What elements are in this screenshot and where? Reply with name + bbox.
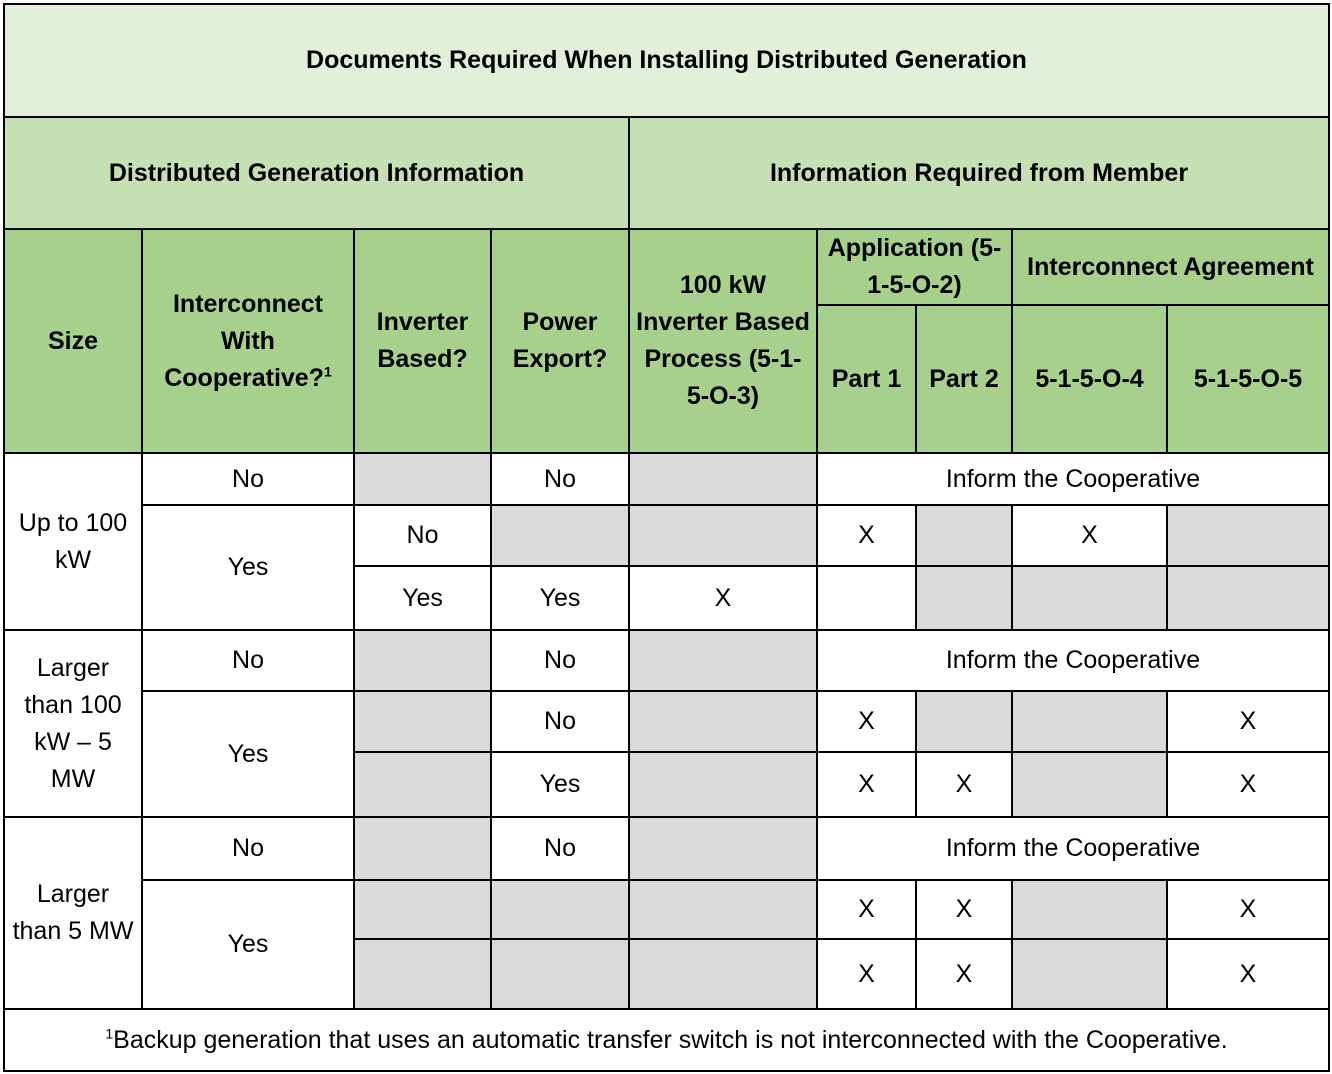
header-part2: Part 2 xyxy=(916,305,1012,453)
process-cell xyxy=(629,752,817,817)
table-title: Documents Required When Installing Distributed Generation xyxy=(4,4,1329,117)
table-row xyxy=(4,817,1329,880)
header-application: Application (5-1-5-O-2) xyxy=(817,229,1012,305)
section-header-member-info: Information Required from Member xyxy=(629,117,1329,229)
footnote-marker: 1 xyxy=(105,1025,114,1042)
interconnect-cell: Yes xyxy=(142,691,354,817)
part2-cell xyxy=(916,566,1012,630)
o5-cell xyxy=(1167,566,1329,630)
inverter-cell xyxy=(354,752,491,817)
inform-cell: Inform the Cooperative xyxy=(817,630,1329,691)
export-cell: No xyxy=(491,817,629,880)
interconnect-cell: No xyxy=(142,453,354,505)
inform-cell: Inform the Cooperative xyxy=(817,453,1329,505)
part1-cell: X xyxy=(817,939,916,1009)
o5-cell: X xyxy=(1167,691,1329,752)
part2-cell: X xyxy=(916,880,1012,939)
part1-cell xyxy=(817,566,916,630)
section-header-dg-info: Distributed Generation Information xyxy=(4,117,629,229)
part1-cell: X xyxy=(817,752,916,817)
footnote-text: Backup generation that uses an automatic transfer switch is not interconnected with the Cooperative. xyxy=(113,1025,1228,1054)
table-row xyxy=(4,630,1329,691)
inverter-cell: Yes xyxy=(354,566,491,630)
process-cell xyxy=(629,505,817,566)
documents-required-table xyxy=(3,3,1330,1072)
size-cell: Larger than 5 MW xyxy=(4,817,142,1009)
header-inverter: Inverter Based? xyxy=(354,229,491,453)
export-cell xyxy=(491,939,629,1009)
part1-cell: X xyxy=(817,505,916,566)
table-row xyxy=(4,691,1329,752)
header-agreement: Interconnect Agreement xyxy=(1012,229,1329,305)
o5-cell xyxy=(1167,505,1329,566)
export-cell: No xyxy=(491,453,629,505)
header-size: Size xyxy=(4,229,142,453)
inform-cell: Inform the Cooperative xyxy=(817,817,1329,880)
process-cell: X xyxy=(629,566,817,630)
part1-cell: X xyxy=(817,880,916,939)
table-row xyxy=(4,505,1329,566)
header-process-100kw: 100 kW Inverter Based Process (5-1-5-O-3) xyxy=(629,229,817,453)
part1-cell: X xyxy=(817,691,916,752)
process-cell xyxy=(629,630,817,691)
header-part1: Part 1 xyxy=(817,305,916,453)
size-cell: Larger than 100 kW – 5 MW xyxy=(4,630,142,817)
header-interconnect-label: Interconnect With Cooperative? xyxy=(164,289,324,392)
header-interconnect xyxy=(142,229,354,453)
header-o4: 5-1-5-O-4 xyxy=(1012,305,1167,453)
part2-cell: X xyxy=(916,752,1012,817)
part2-cell xyxy=(916,505,1012,566)
o4-cell xyxy=(1012,752,1167,817)
o4-cell xyxy=(1012,880,1167,939)
inverter-cell xyxy=(354,939,491,1009)
header-export: Power Export? xyxy=(491,229,629,453)
o4-cell xyxy=(1012,566,1167,630)
interconnect-cell: Yes xyxy=(142,505,354,630)
o5-cell: X xyxy=(1167,939,1329,1009)
inverter-cell xyxy=(354,453,491,505)
part2-cell xyxy=(916,691,1012,752)
export-cell: Yes xyxy=(491,566,629,630)
table-row xyxy=(4,453,1329,505)
inverter-cell xyxy=(354,630,491,691)
part2-cell: X xyxy=(916,939,1012,1009)
export-cell: No xyxy=(491,630,629,691)
o4-cell: X xyxy=(1012,505,1167,566)
inverter-cell: No xyxy=(354,505,491,566)
size-cell: Up to 100 kW xyxy=(4,453,142,630)
table-row xyxy=(4,880,1329,939)
o4-cell xyxy=(1012,691,1167,752)
interconnect-cell: No xyxy=(142,630,354,691)
inverter-cell xyxy=(354,880,491,939)
interconnect-cell: Yes xyxy=(142,880,354,1009)
export-cell xyxy=(491,880,629,939)
process-cell xyxy=(629,880,817,939)
inverter-cell xyxy=(354,691,491,752)
export-cell: Yes xyxy=(491,752,629,817)
process-cell xyxy=(629,817,817,880)
footnote-ref: 1 xyxy=(323,363,332,380)
o4-cell xyxy=(1012,939,1167,1009)
export-cell xyxy=(491,505,629,566)
header-o5: 5-1-5-O-5 xyxy=(1167,305,1329,453)
inverter-cell xyxy=(354,817,491,880)
o5-cell: X xyxy=(1167,880,1329,939)
footnote xyxy=(4,1009,1329,1071)
interconnect-cell: No xyxy=(142,817,354,880)
process-cell xyxy=(629,691,817,752)
process-cell xyxy=(629,939,817,1009)
o5-cell: X xyxy=(1167,752,1329,817)
export-cell: No xyxy=(491,691,629,752)
process-cell xyxy=(629,453,817,505)
